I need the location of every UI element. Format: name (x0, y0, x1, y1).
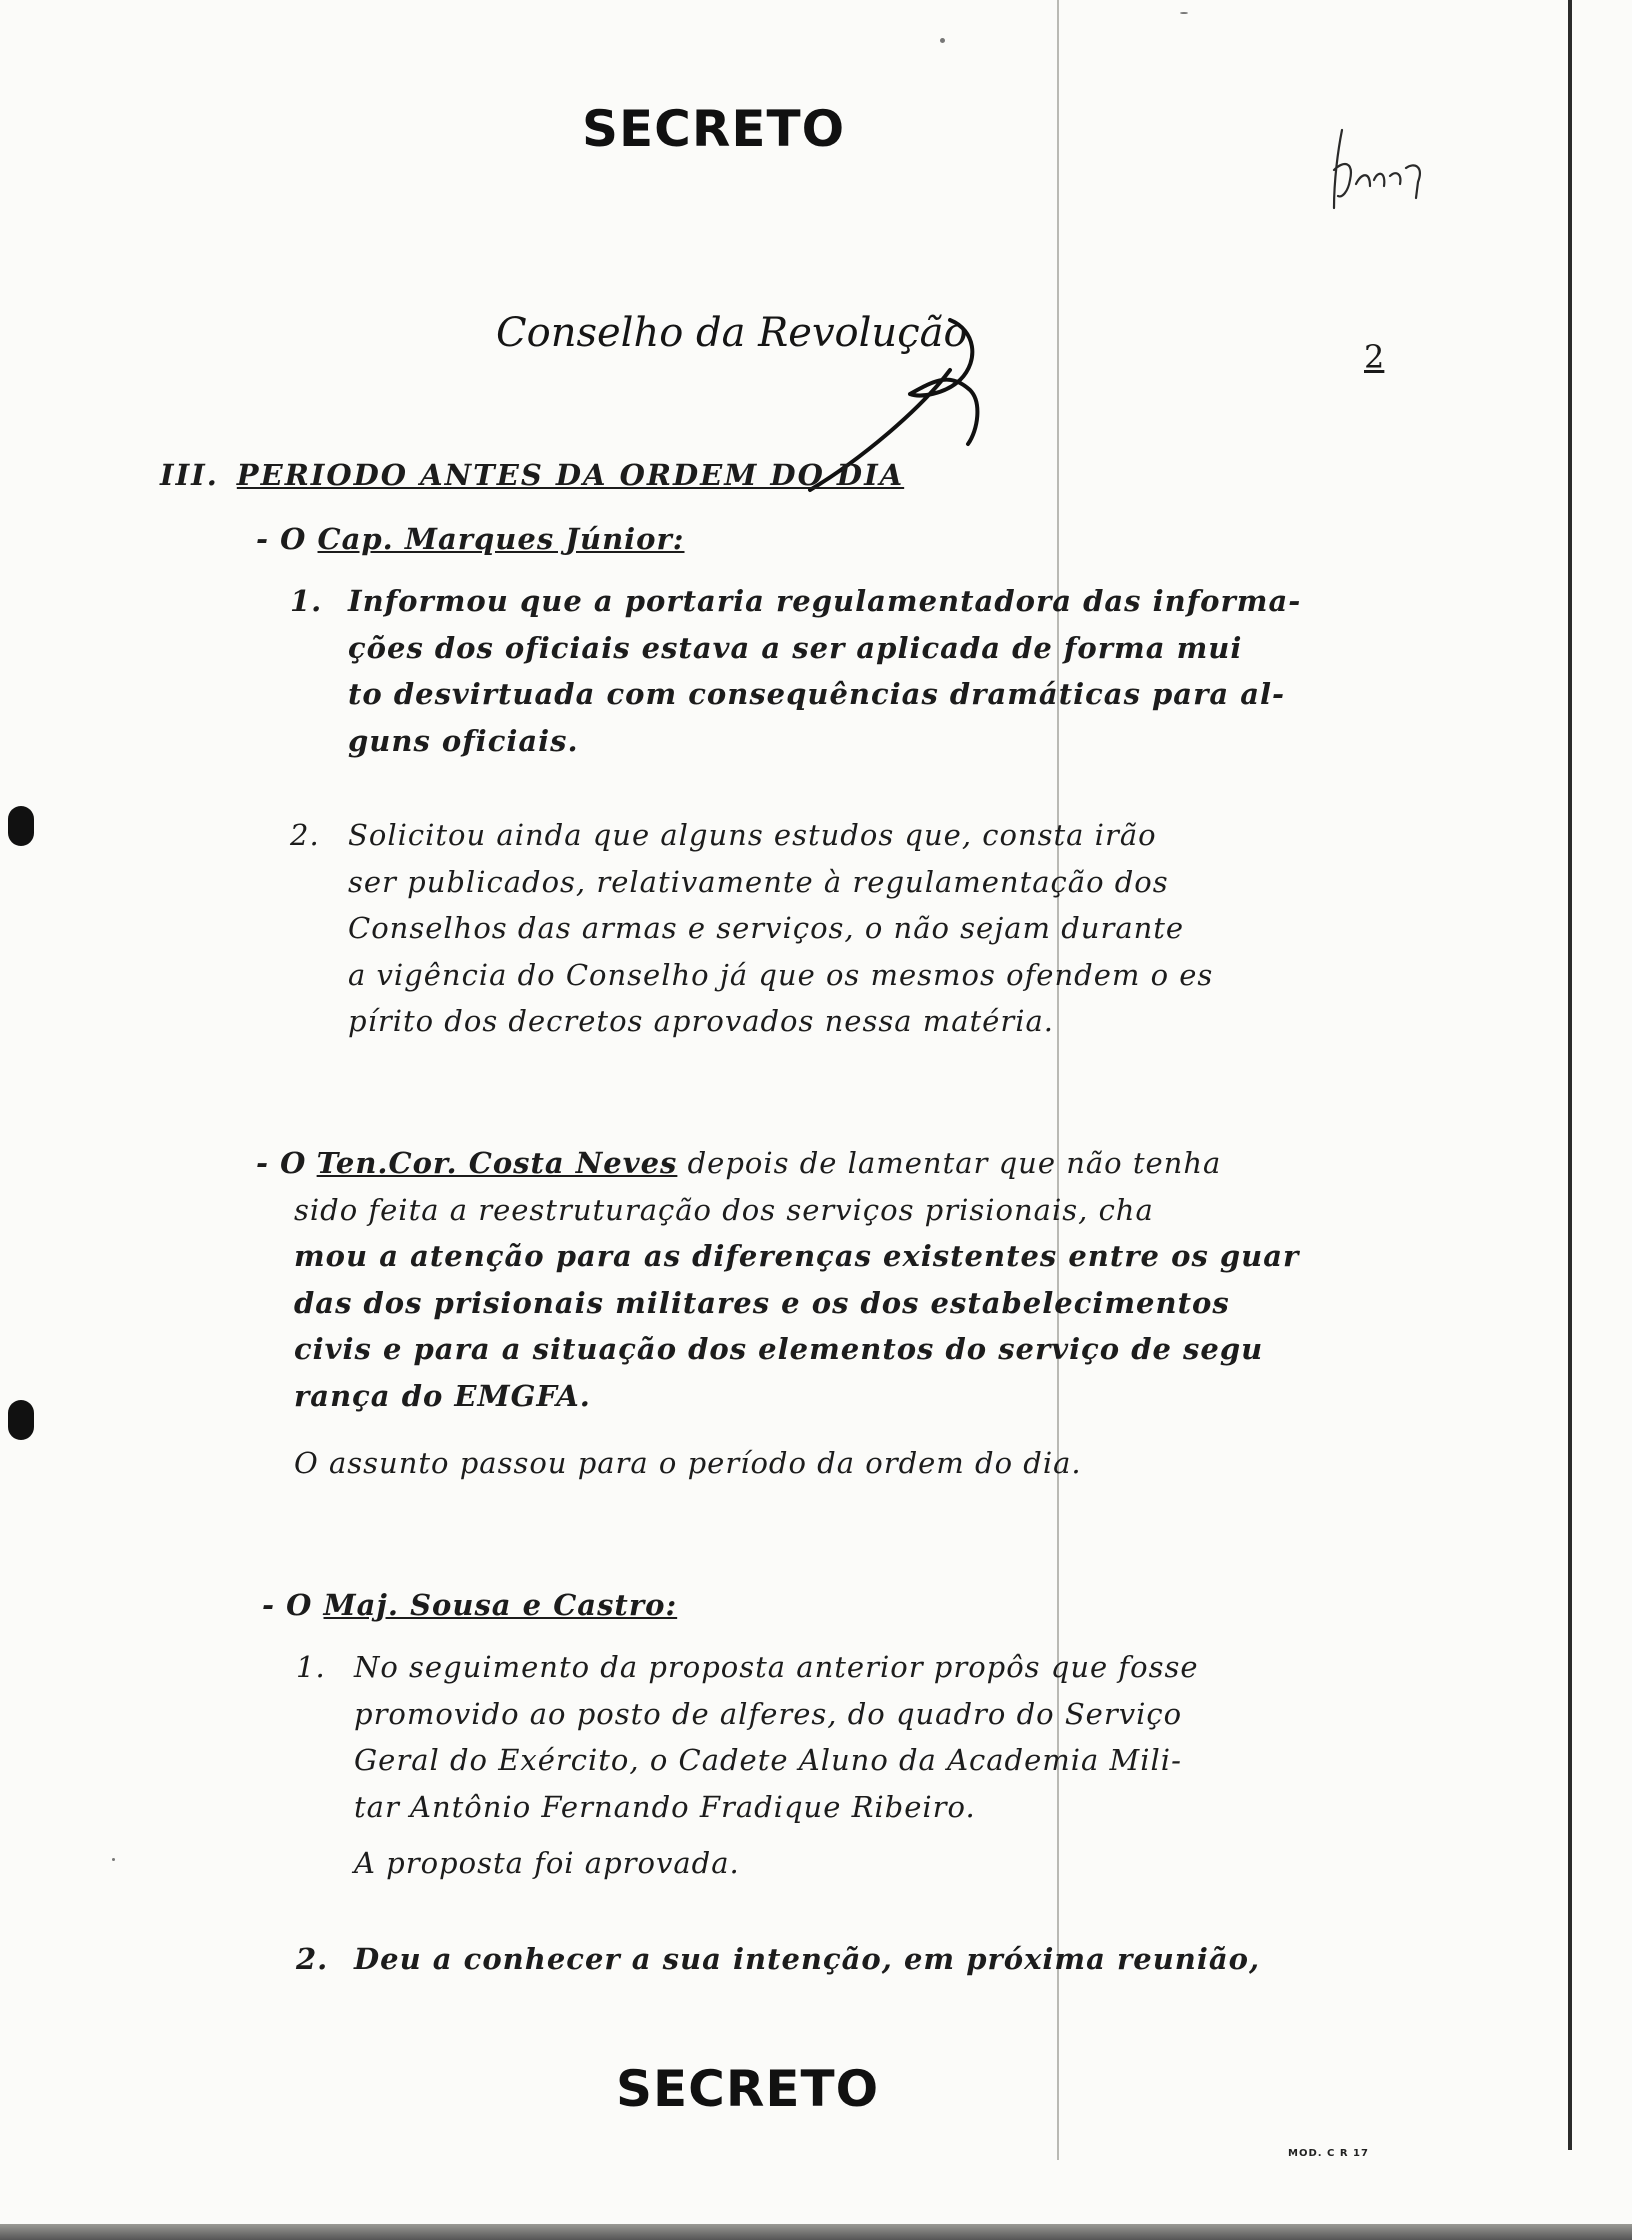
paragraph-line: sido feita a reestruturação dos serviços prisionais, cha (294, 1192, 1154, 1227)
paragraph-line: das dos prisionais militares e os dos estabelecimentos (294, 1285, 1230, 1320)
scan-speck (1180, 12, 1188, 14)
paragraph-line: mou a atenção para as diferenças existentes entre os guar (294, 1239, 1300, 1273)
item-line: Deu a conhecer a sua intenção, em próxima reunião, (354, 1942, 1261, 1976)
speaker-prefix: - O (256, 522, 307, 556)
paragraph-line: civis e para a situação dos elementos do serviço de segu (294, 1332, 1264, 1366)
item-note: A proposta foi aprovada. (354, 1846, 740, 1880)
item-marker: 1. (290, 584, 323, 618)
item-line: No seguimento da proposta anterior propôs que fosse (354, 1650, 1199, 1684)
item-line: Solicitou ainda que alguns estudos que, consta irão (348, 818, 1157, 852)
item-line: ser publicados, relativamente à regulamentação dos (348, 864, 1169, 899)
item-line: Conselhos das armas e serviços, o não sejam durante (348, 911, 1185, 945)
paragraph-text: depois de lamentar que não tenha (687, 1146, 1222, 1180)
item-line: to desvirtuada com consequências dramáticas para al- (348, 677, 1286, 711)
paragraph-note: O assunto passou para o período da ordem do dia. (294, 1446, 1082, 1480)
page-edge-bottom (0, 2224, 1632, 2240)
list-item (290, 812, 1214, 1045)
item-line: Informou que a portaria regulamentadora das informa- (348, 584, 1302, 618)
section-number: III. (160, 458, 219, 492)
item-line: pírito dos decretos aprovados nessa matéria. (348, 1004, 1054, 1038)
punch-hole (8, 806, 34, 846)
item-line: guns oficiais. (348, 723, 579, 758)
scan-speck (112, 1858, 115, 1861)
handwritten-initials (1320, 110, 1440, 220)
classification-stamp-top: SECRETO (582, 100, 846, 158)
speaker-prefix: - O (256, 1146, 307, 1180)
page-number: 2 (1364, 338, 1385, 376)
speaker-name: Ten.Cor. Costa Neves (316, 1146, 678, 1180)
item-line: Geral do Exército, o Cadete Aluno da Academia Mili- (354, 1743, 1182, 1777)
item-line: ções dos oficiais estava a ser aplicada de forma mui (348, 630, 1243, 665)
classification-stamp-bottom: SECRETO (616, 2060, 880, 2118)
paragraph (256, 1140, 1299, 1419)
fold-line (1057, 0, 1059, 2160)
item-line: tar Antônio Fernando Fradique Ribeiro. (354, 1789, 976, 1824)
page-edge-right (1568, 0, 1572, 2150)
letterhead-title: Conselho da Revolução (496, 310, 968, 356)
form-code: MOD. C R 17 (1288, 2148, 1369, 2159)
speaker-name: Cap. Marques Júnior: (317, 522, 685, 556)
item-marker: 1. (296, 1650, 326, 1684)
section-title: PERIODO ANTES DA ORDEM DO DIA (236, 458, 905, 492)
paragraph-line (256, 1140, 1299, 1187)
item-marker: 2. (290, 818, 320, 852)
item-line: promovido ao posto de alferes, do quadro do Serviço (354, 1696, 1183, 1731)
item-marker: 2. (296, 1942, 329, 1976)
scan-speck (940, 38, 945, 43)
speaker-heading (262, 1588, 677, 1622)
speaker-prefix: - O (262, 1588, 313, 1622)
speaker-heading (256, 522, 685, 556)
punch-hole (8, 1400, 34, 1440)
item-line: a vigência do Conselho já que os mesmos ofendem o es (348, 957, 1214, 992)
section-heading (160, 458, 904, 492)
list-item (296, 1936, 1261, 1983)
speaker-name: Maj. Sousa e Castro: (323, 1588, 678, 1622)
paragraph-line: rança do EMGFA. (294, 1378, 591, 1413)
list-item (296, 1644, 1199, 1830)
list-item (290, 578, 1302, 764)
